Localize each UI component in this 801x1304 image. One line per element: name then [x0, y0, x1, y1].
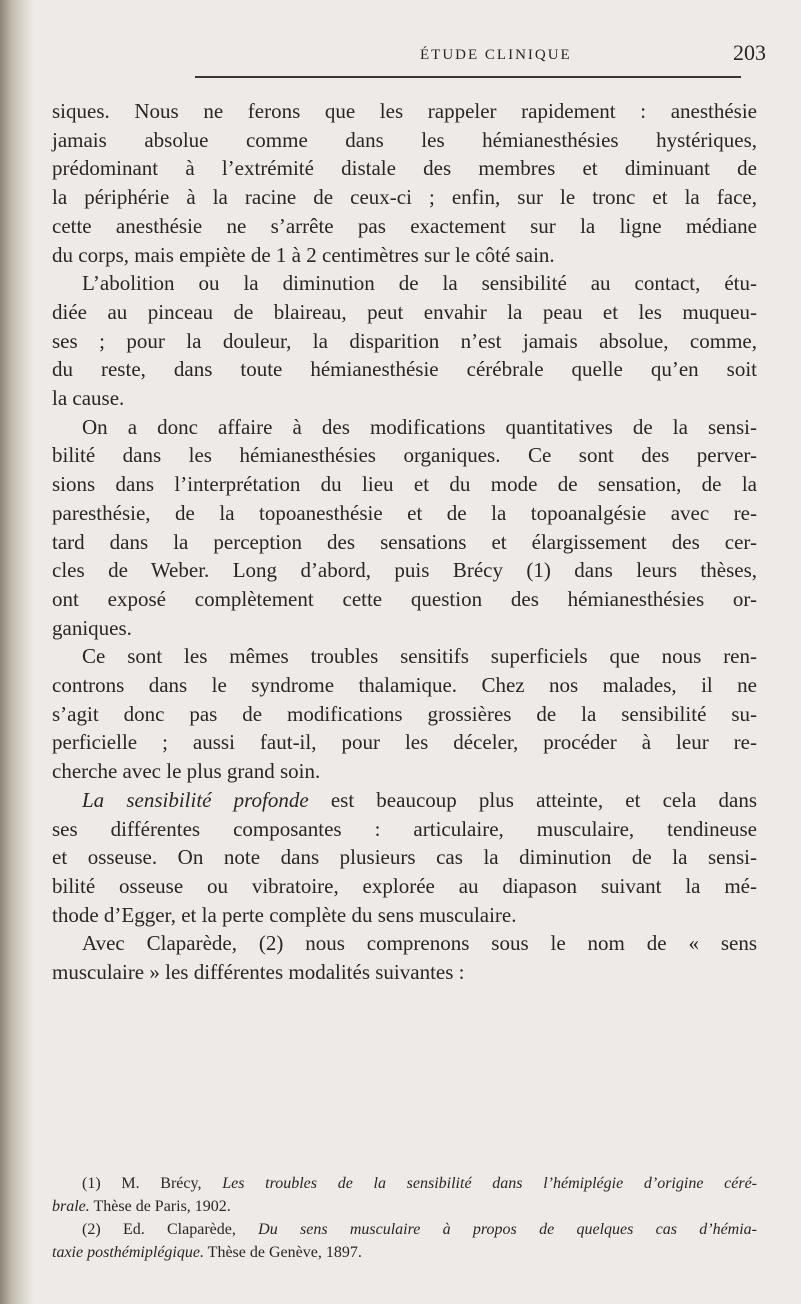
text-line: cles de Weber. Long d’abord, puis Brécy (1) dans leurs thèses, [52, 558, 757, 583]
text-line: sions dans l’interprétation du lieu et du mode de sensation, de la [52, 472, 757, 497]
text-line: Avec Claparède, (2) nous comprenons sous le nom de « sens [82, 931, 757, 956]
footnote-line [52, 1218, 757, 1241]
text-line: cette anesthésie ne s’arrête pas exactement sur la ligne médiane [52, 213, 757, 238]
text-fragment: est beaucoup plus atteinte, et cela dans [308, 787, 758, 812]
text-line: ganiques. [52, 615, 132, 640]
running-head [0, 40, 801, 70]
text-line: ont exposé complètement cette question des hémianesthésies or- [52, 586, 757, 611]
footnotes [52, 1172, 757, 1264]
body-text [52, 97, 757, 987]
italic-phrase: La sensibilité profonde [82, 787, 309, 812]
text-line: L’abolition ou la diminution de la sensibilité au contact, étu- [82, 271, 757, 296]
text-line: Ce sont les mêmes troubles sensitifs superficiels que nous ren- [82, 644, 757, 669]
text-line: prédominant à l’extrémité distale des membres et diminuant de [52, 156, 757, 181]
footnote-title: Du sens musculaire à propos de quelques cas d’hémia- [258, 1221, 758, 1238]
footnote-rest: Thèse de Paris, 1902. [89, 1198, 231, 1215]
footnote-title-cont: taxie posthémiplégique. [52, 1244, 204, 1261]
footnote-line [52, 1172, 757, 1195]
text-line: du reste, dans toute hémianesthésie cérébrale quelle qu’en soit [52, 357, 757, 382]
text-line: ses ; pour la douleur, la disparition n’est jamais absolue, comme, [52, 328, 757, 353]
text-line: bilité dans les hémianesthésies organiques. Ce sont des perver- [52, 443, 757, 468]
text-line: On a donc affaire à des modifications quantitatives de la sensi- [82, 414, 757, 439]
text-line: du corps, mais empiète de 1 à 2 centimètres sur le côté sain. [52, 242, 555, 267]
text-line: ses différentes composantes : articulaire, musculaire, tendineuse [52, 816, 757, 841]
footnote-2 [52, 1218, 757, 1264]
paragraph-2 [52, 269, 757, 413]
text-line: jamais absolue comme dans les hémianesthésies hystériques, [52, 127, 757, 152]
text-line: la périphérie à la racine de ceux-ci ; enfin, sur le tronc et la face, [52, 185, 757, 210]
text-line: controns dans le syndrome thalamique. Chez nos malades, il ne [52, 673, 757, 698]
footnote-title: Les troubles de la sensibilité dans l’hémiplégie d’origine céré- [222, 1175, 758, 1192]
text-line: perficielle ; aussi faut-il, pour les déceler, procéder à leur re- [52, 730, 757, 755]
paragraph-3 [52, 413, 757, 643]
text-line: la cause. [52, 386, 125, 411]
text-line: thode d’Egger, et la perte complète du sens musculaire. [52, 902, 517, 927]
text-line: cherche avec le plus grand soin. [52, 759, 321, 784]
text-line: musculaire » les différentes modalités suivantes : [52, 960, 465, 985]
header-rule [195, 76, 741, 78]
paragraph-4 [52, 642, 757, 786]
text-line: paresthésie, de la topoanesthésie et de la topoanalgésie avec re- [52, 500, 757, 525]
paragraph-1 [52, 97, 757, 269]
paragraph-5 [52, 786, 757, 930]
text-line: siques. Nous ne ferons que les rappeler rapidement : anesthésie [52, 99, 757, 123]
footnote-1 [52, 1172, 757, 1218]
footnote-line [52, 1241, 757, 1264]
text-line: bilité osseuse ou vibratoire, explorée au diapason suivant la mé- [52, 873, 757, 898]
footnote-title-cont: brale. [52, 1198, 90, 1215]
text-line: tard dans la perception des sensations et élargissement des cer- [52, 529, 757, 554]
footnote-rest: Thèse de Genève, 1897. [203, 1244, 362, 1261]
text-line [52, 786, 757, 815]
footnote-line [52, 1195, 757, 1218]
text-line: diée au pinceau de blaireau, peut envahir la peau et les muqueu- [52, 299, 757, 324]
footnote-lead: (1) M. Brécy, [82, 1175, 223, 1192]
page-number: 203 [733, 40, 766, 65]
text-line: et osseuse. On note dans plusieurs cas la diminution de la sensi- [52, 845, 757, 870]
paragraph-6 [52, 929, 757, 986]
footnote-lead: (2) Ed. Claparède, [82, 1221, 259, 1238]
running-head-title: ÉTUDE CLINIQUE [420, 47, 572, 63]
text-line: s’agit donc pas de modifications grossières de la sensibilité su- [52, 701, 757, 726]
